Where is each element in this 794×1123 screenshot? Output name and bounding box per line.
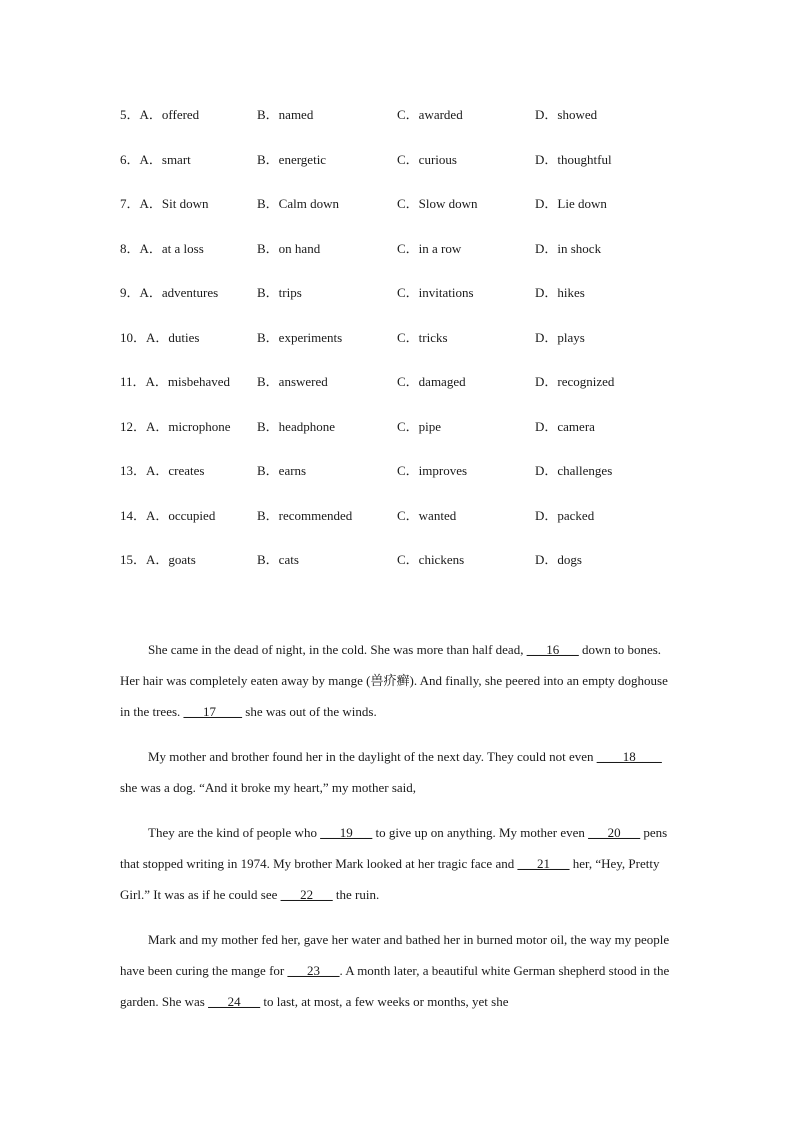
paragraph-4: Mark and my mother fed her, gave her water and bathed her in burned motor oil, the way my people have been curing the mange for ___23___. A month later, a beautiful white German shepherd stood in the garden. She was ___24___ to last, at most, a few weeks or months, yet she (120, 932, 670, 1009)
option-row-9 (120, 279, 720, 324)
option-d: D．in shock (535, 240, 602, 256)
blank-22: ___22___ (280, 887, 333, 902)
option-b: B．earns (257, 463, 307, 478)
option-b: B．on hand (257, 240, 321, 256)
option-row-11 (120, 368, 720, 413)
blank-20: ___20___ (588, 825, 641, 840)
option-row-5 (120, 101, 720, 146)
blank-21: ___21___ (517, 856, 570, 871)
option-row-8 (120, 235, 720, 280)
option-c: C．damaged (397, 374, 466, 389)
option-c: C．pipe (397, 418, 442, 434)
option-c: C．invitations (397, 285, 474, 300)
option-d: D．hikes (535, 285, 585, 300)
option-c: C．curious (397, 151, 457, 167)
option-a: 12．A．microphone (120, 418, 231, 434)
option-b: B．answered (257, 374, 328, 389)
option-b: B．trips (257, 285, 302, 300)
option-c: C．wanted (397, 507, 457, 523)
option-a: 6．A．smart (120, 151, 191, 167)
option-b: B．headphone (257, 418, 335, 434)
option-d: D．Lie down (535, 196, 607, 211)
option-d: D．showed (535, 107, 598, 122)
option-d: D．packed (535, 507, 595, 523)
options-list (120, 101, 720, 591)
option-c: C．Slow down (397, 196, 478, 211)
option-a: 10．A．duties (120, 329, 200, 345)
option-b: B．named (257, 107, 314, 122)
option-a: 7．A．Sit down (120, 196, 209, 211)
option-d: D．dogs (535, 552, 582, 567)
option-row-14 (120, 502, 720, 547)
option-row-12 (120, 413, 720, 458)
blank-16: ___16___ (526, 642, 579, 657)
option-c: C．tricks (397, 329, 448, 345)
option-c: C．in a row (397, 240, 462, 256)
blank-23: ___23___ (287, 963, 340, 978)
option-row-15 (120, 546, 720, 591)
blank-18: ____18____ (596, 749, 662, 764)
paragraph-1: She came in the dead of night, in the cold. She was more than half dead, ___16___ down to bones. Her hair was completely eaten away by mange (兽疥癣). And finally, she peered into an empty doghouse in the trees. ___17____ she was out of the winds. (120, 642, 668, 719)
option-c: C．awarded (397, 107, 463, 122)
option-a: 15．A．goats (120, 552, 196, 567)
blank-17: ___17____ (183, 704, 243, 719)
option-d: D．challenges (535, 463, 613, 478)
option-a: 5．A．offered (120, 107, 200, 122)
blank-24: ___24___ (208, 994, 261, 1009)
option-b: B．Calm down (257, 196, 339, 211)
option-row-13 (120, 457, 720, 502)
option-d: D．camera (535, 418, 595, 434)
option-row-10 (120, 324, 720, 369)
option-a: 14．A．occupied (120, 507, 216, 523)
option-row-7 (120, 190, 720, 235)
option-b: B．experiments (257, 329, 343, 345)
option-a: 13．A．creates (120, 463, 205, 478)
cloze-passage (120, 634, 680, 1031)
option-c: C．improves (397, 463, 468, 478)
option-d: D．recognized (535, 374, 615, 389)
option-b: B．cats (257, 552, 299, 567)
option-d: D．thoughtful (535, 151, 612, 167)
paragraph-3: They are the kind of people who ___19___ to give up on anything. My mother even ___20___ pens that stopped writing in 1974. My brother Mark looked at her tragic face and ___21___ her, “Hey, Pretty Girl.” It was as if he could see ___22___ the ruin. (120, 825, 668, 902)
option-c: C．chickens (397, 552, 465, 567)
option-b: B．recommended (257, 507, 353, 523)
option-a: 9．A．adventures (120, 285, 219, 300)
blank-19: ___19___ (320, 825, 373, 840)
option-b: B．energetic (257, 151, 327, 167)
option-a: 11．A．misbehaved (120, 374, 230, 389)
paragraph-2: My mother and brother found her in the daylight of the next day. They could not even ____18____ she was a dog. “And it broke my heart,” my mother said, (120, 749, 662, 795)
option-row-6 (120, 146, 720, 191)
option-a: 8．A．at a loss (120, 240, 204, 256)
option-d: D．plays (535, 329, 585, 345)
